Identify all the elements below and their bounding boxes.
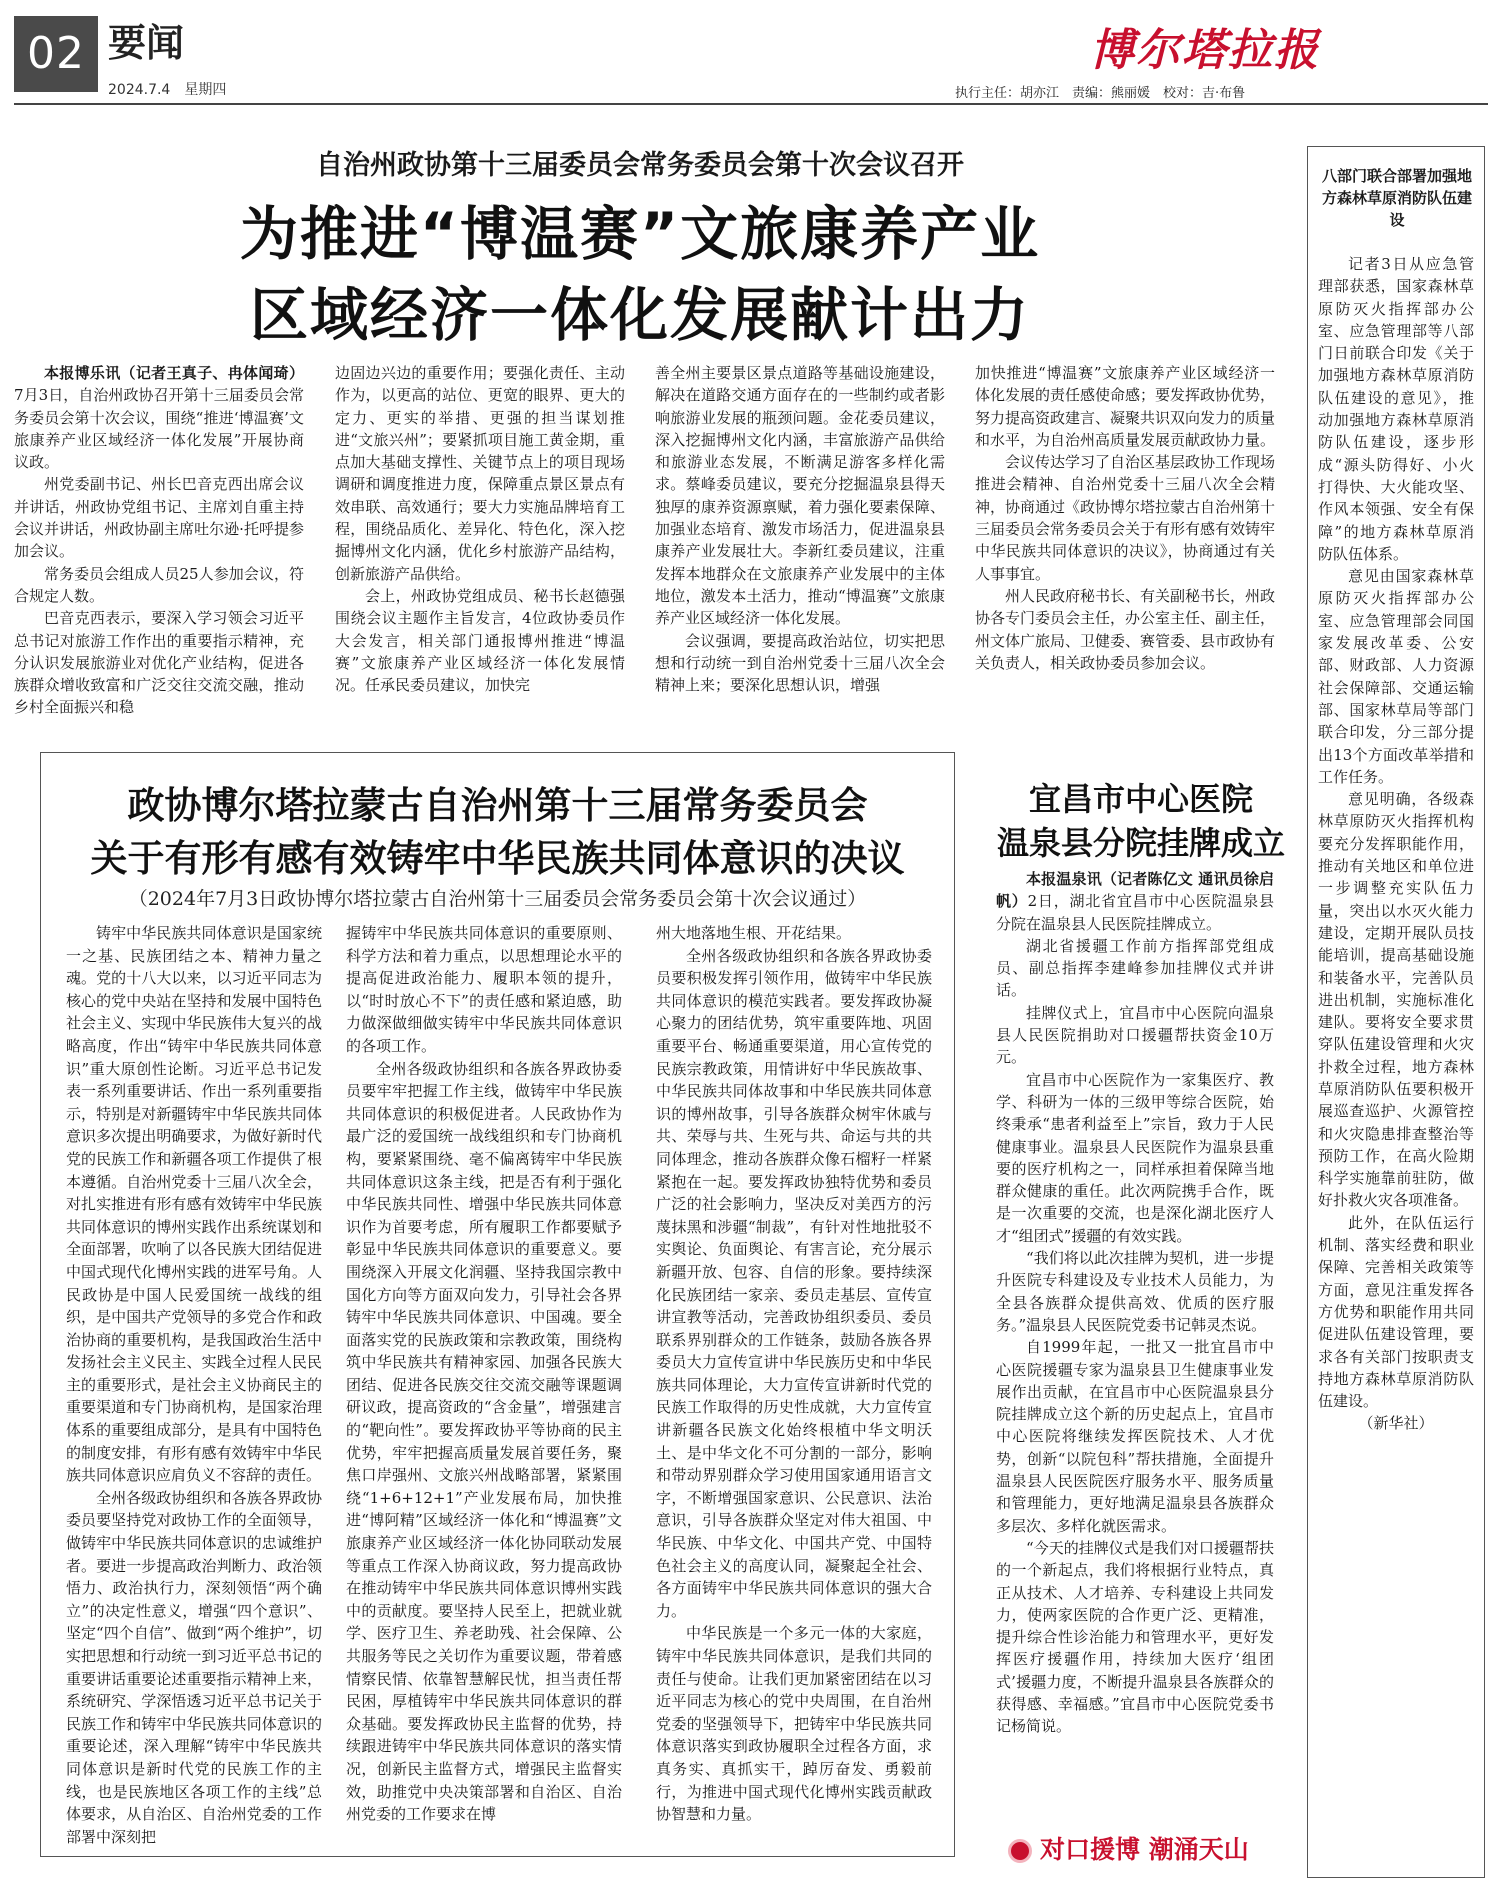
resolution-paragraph: 握铸牢中华民族共同体意识的重要原则、科学方法和着力重点，以思想理论水平的提高促进政治能力、履职本领的提升，以“时时放心不下”的责任感和紧迫感，助力做深做细做实铸牢中华民族共同体意识的各项工作。 (346, 924, 622, 1055)
resolution-title-line2: 关于有形有感有效铸牢中华民族共同体意识的决议 (90, 837, 905, 880)
resolution-column-3 (656, 922, 932, 1847)
lead-paragraph: 常务委员会组成人员25人参加会议，符合规定人数。 (14, 564, 304, 605)
hospital-title-line1: 宜昌市中心医院 (1028, 780, 1253, 818)
lead-column-1 (14, 362, 304, 740)
newspaper-logo: 博尔塔拉报 (1090, 25, 1320, 76)
lead-column-2 (335, 362, 625, 740)
page-number: 02 (14, 16, 98, 92)
lead-headline-line2: 区域经济一体化发展献计出力 (249, 281, 1030, 349)
hospital-paragraph: “今天的挂牌仪式是我们对口援疆帮扶的一个新起点，我们将根据行业特点，真正从技术、人才培养、专科建设上共同发力，使两家医院的合作更广泛、更精准，提升综合性诊治能力和管理水平，更好发挥医疗援疆作用，持续加大医疗‘组团式’援疆力度，不断提升温泉县各族群众的获得感、幸福感。”宜昌市中心医院党委书记杨简说。 (996, 1538, 1274, 1736)
lead-paragraph: 加快推进“博温赛”文旅康养产业区域经济一体化发展的责任感使命感；要发挥政协优势，努力提高资政建言、凝聚共识双向发力的质量和水平，为自治州高质量发展贡献政协力量。 (975, 364, 1275, 449)
resolution-column-2 (346, 922, 622, 1847)
lead-kicker: 自治州政协第十三届委员会常务委员会第十次会议召开 (316, 150, 964, 181)
lead-paragraph: 会议传达学习了自治区基层政协工作现场推进会精神、自治州党委十三届八次全会精神，协商通过《政协博尔塔拉蒙古自治州第十三届委员会常务委员会关于有形有感有效铸牢中华民族共同体意识的决议》，协商通过有关人事事宜。 (975, 453, 1275, 583)
lead-byline: 本报博乐讯（记者王真子、冉体闻琦） (44, 364, 304, 382)
lead-paragraph: 会议强调，要提高政治站位，切实把思想和行动统一到自治州党委十三届八次全会精神上来；要深化思想认识，增强 (655, 631, 945, 695)
sidebar-title: 八部门联合部署加强地方森林草原消防队伍建设 (1322, 167, 1473, 229)
red-circle-icon (1008, 1839, 1032, 1863)
lead-column-4 (975, 362, 1275, 740)
resolution-paragraph: 全州各级政协组织和各族各界政协委员要积极发挥引领作用，做铸牢中华民族共同体意识的模范实践者。要发挥政协凝心聚力的团结优势，筑牢重要阵地、巩固重要平台、畅通重要渠道，用心宣传党的民族宗教政策，用情讲好中华民族故事、中华民族共同体故事和中华民族共同体意识的博州故事，引导各族群众树牢休戚与共、荣辱与共、生死与共、命运与共的共同体理念，推动各族群众像石榴籽一样紧紧抱在一起。要发挥政协独特优势和委员广泛的社会影响力，坚决反对美西方的污蔑抹黑和涉疆“制裁”，有针对性地批驳不实舆论、负面舆论、有害言论，充分展示新疆开放、包容、自信的形象。要持续深化民族团结一家亲、委员走基层、宣传宣讲宣教等活动，完善政协组织委员、委员联系界别群众的工作链条，鼓励各族各界委员大力宣传宣讲中华民族历史和中华民族共同体理论，大力宣传宣讲新时代党的民族工作取得的历史性成就，大力宣传宣讲新疆各民族文化始终根植中华文明沃土、是中华文化不可分割的一部分，影响和带动界别群众学习使用国家通用语言文字，不断增强国家意识、公民意识、法治意识，引导各族群众坚定对伟大祖国、中华民族、中华文化、中国共产党、中国特色社会主义的高度认同，凝聚起全社会、各方面铸牢中华民族共同体意识的强大合力。 (656, 946, 932, 1620)
resolution-title-line1: 政协博尔塔拉蒙古自治州第十三届常务委员会 (127, 784, 868, 827)
lead-paragraph: 善全州主要景区景点道路等基础设施建设，解决在道路交通方面存在的一些制约或者影响旅游业发展的瓶颈问题。金花委员建议，深入挖掘博州文化内涵，丰富旅游产品供给和旅游业态发展，不断满足游客多样化需求。蔡峰委员建议，要充分挖掘温泉县得天独厚的康养资源禀赋，着力强化要素保障、加强业态培育、激发市场活力，促进温泉县康养产业发展壮大。李新红委员建议，注重发挥本地群众在文旅康养产业发展中的主体地位，激发本土活力，推动“博温赛”文旅康养产业区域经济一体化发展。 (655, 364, 945, 628)
lead-paragraph: 州党委副书记、州长巴音克西出席会议并讲话，州政协党组书记、主席刘自重主持会议并讲话，州政协副主席吐尔逊·托呼提参加会议。 (14, 475, 304, 561)
sidebar-paragraph: 意见明确，各级森林草原防灭火指挥机构要充分发挥职能作用，推动有关地区和单位进一步调整充实队伍力量，突出以水灭火能力建设，定期开展队员技能培训，提高基础设施和装备水平，完善队员进出机制，实施标准化建队。要将安全要求贯穿队伍建设管理和火灾扑救全过程，地方森林草原消防队伍要积极开展巡查巡护、火源管控和火灾隐患排查整治等预防工作，在高火险期科学实施靠前驻防，做好扑救火灾各项准备。 (1318, 790, 1474, 1210)
lead-paragraph: 州人民政府秘书长、有关副秘书长，州政协各专门委员会主任，办公室主任、副主任，州文体广旅局、卫健委、赛管委、县市政协有关负责人，相关政协委员参加会议。 (975, 586, 1275, 672)
hospital-paragraph: “我们将以此次挂牌为契机，进一步提升医院专科建设及专业技术人员能力，为全县各族群众提供高效、优质的医疗服务。”温泉县人民医院党委书记韩灵杰说。 (996, 1249, 1274, 1334)
issue-date: 2024.7.4 星期四 (108, 82, 227, 98)
resolution-paragraph: 全州各级政协组织和各族各界政协委员要坚持党对政协工作的全面领导，做铸牢中华民族共同体意识的忠诚维护者。要进一步提高政治判断力、政治领悟力、政治执行力，深刻领悟“两个确立”的决定性意义，增强“四个意识”、坚定“四个自信”、做到“两个维护”，切实把思想和行动统一到习近平总书记的重要讲话重要论述重要指示精神上来，系统研究、学深悟透习近平总书记关于民族工作和铸牢中华民族共同体意识的重要论述，深入理解“铸牢中华民族共同体意识是新时代党的民族工作的主线，也是民族地区各项工作的主线”总体要求，从自治区、自治州党委的工作部署中深刻把 (66, 1488, 322, 1846)
section-title: 要闻 (108, 21, 185, 65)
sidebar-column (1318, 253, 1474, 1871)
resolution-subtitle: （2024年7月3日政协博尔塔拉蒙古自治州第十三届委员会常务委员会第十次会议通过） (128, 888, 867, 910)
hospital-column (996, 868, 1274, 1824)
lead-paragraph: 巴音克西表示，要深入学习领会习近平总书记对旅游工作作出的重要指示精神，充分认识发展旅游业对优化产业结构，促进各族群众增收致富和广泛交往交流交融，推动乡村全面振兴和稳 (14, 609, 304, 717)
hospital-paragraph: 2日，湖北省宜昌市中心医院温泉县分院在温泉县人民医院挂牌成立。 (996, 892, 1274, 933)
sidebar-paragraph: 记者3日从应急管理部获悉，国家森林草原防灭火指挥部办公室、应急管理部等八部门日前联合印发《关于加强地方森林草原消防队伍建设的意见》，推动加强地方森林草原消防队伍建设，逐步形成“源头防得好、小火打得快、大火能攻坚、作风本领强、安全有保障”的地方森林草原消防队伍体系。 (1318, 255, 1474, 563)
lead-paragraph: 会上，州政协党组成员、秘书长赵德强围绕会议主题作主旨发言，4位政协委员作大会发言，相关部门通报博州推进“博温赛”文旅康养产业区域经济一体化发展情况。任承民委员建议，加快完 (335, 586, 625, 695)
editor-credits: 执行主任：胡亦江 责编：熊丽媛 校对：吉·布鲁 (955, 86, 1246, 101)
sidebar-source: （新华社） (1358, 1414, 1434, 1433)
hospital-title-line2: 温泉县分院挂牌成立 (996, 824, 1285, 862)
slogan-banner (1008, 1830, 1288, 1866)
resolution-paragraph: 中华民族是一个多元一体的大家庭，铸牢中华民族共同体意识，是我们共同的责任与使命。让我们更加紧密团结在以习近平同志为核心的党中央周围，在自治州党委的坚强领导下，把铸牢中华民族共同体意识落实到政协履职全过程各方面，求真务实、真抓实干，踔厉奋发、勇毅前行，为推进中国式现代化博州实践贡献政协智慧和力量。 (656, 1624, 932, 1824)
hospital-paragraph: 宜昌市中心医院作为一家集医疗、教学、科研为一体的三级甲等综合医院，始终秉承“患者利益至上”宗旨，致力于人民健康事业。温泉县人民医院作为温泉县重要的医疗机构之一，同样承担着保障当地群众健康的重任。此次两院携手合作，既是一次重要的交流，也是深化湖北医疗人才“组团式”援疆的有效实践。 (996, 1070, 1274, 1245)
resolution-paragraph: 全州各级政协组织和各族各界政协委员要牢牢把握工作主线，做铸牢中华民族共同体意识的积极促进者。人民政协作为最广泛的爱国统一战线组织和专门协商机构，要紧紧围绕、毫不偏离铸牢中华民族共同体意识这条主线，把是否有利于强化中华民族共同性、增强中华民族共同体意识作为首要考虑，所有履职工作都要赋予彰显中华民族共同体意识的重要意义。要围绕深入开展文化润疆、坚持我国宗教中国化方向等方面双向发力，引导社会各界铸牢中华民族共同体意识、中国魂。要全面落实党的民族政策和宗教政策，围绕构筑中华民族共有精神家园、加强各民族大团结、促进各民族交往交流交融等课题调研议政，提高资政的“含金量”，增强建言的“靶向性”。要发挥政协平等协商的民主优势，牢牢把握高质量发展首要任务，聚焦口岸强州、文旅兴州战略部署，紧紧围绕“1+6+12+1”产业发展布局，加快推进“博阿精”区域经济一体化和“博温赛”文旅康养产业区域经济一体化协同联动发展等重点工作深入协商议政，努力提高政协在推动铸牢中华民族共同体意识博州实践中的贡献度。要坚持人民至上，把就业就学、医疗卫生、养老助残、社会保障、公共服务等民之关切作为重要议题，带着感情察民情、依靠智慧解民忧，担当责任帮民困，厚植铸牢中华民族共同体意识的群众基础。要发挥政协民主监督的优势，持续跟进铸牢中华民族共同体意识的落实情况，创新民主监督方式，增强民主监督实效，助推党中央决策部署和自治区、自治州党委的工作要求在博 (346, 1059, 622, 1824)
lead-paragraph: 边固边兴边的重要作用；要强化责任、主动作为，以更高的站位、更宽的眼界、更大的定力、更实的举措、更强的担当谋划推进“文旅兴州”；要紧抓项目施工黄金期，重点加大基础支撑性、关键节点上的项目现场调研和调度推进力度，保障重点景区景点有效串联、高效通行；要大力实施品牌培育工程，围绕品质化、差异化、特色化，深入挖掘博州文化内涵，优化乡村旅游产品结构，创新旅游产品供给。 (335, 364, 625, 583)
resolution-column-1 (66, 922, 322, 1847)
resolution-paragraph: 州大地落地生根、开花结果。 (656, 924, 852, 942)
sidebar-paragraph: 此外，在队伍运行机制、落实经费和职业保障、完善相关政策等方面，意见注重发挥各方优势和职能作用共同促进队伍建设管理，要求各有关部门按职责支持地方森林草原消防队伍建设。 (1318, 1213, 1474, 1411)
hospital-byline: 本报温泉讯（记者陈亿文 通讯员徐启帆） (996, 870, 1274, 911)
lead-paragraph: 7月3日，自治州政协召开第十三届委员会常务委员会第十次会议，围绕“推进‘博温赛’文旅康养产业区域经济一体化发展”开展协商议政。 (14, 386, 304, 472)
header-divider (14, 103, 1488, 105)
hospital-paragraph: 自1999年起，一批又一批宜昌市中心医院援疆专家为温泉县卫生健康事业发展作出贡献，在宜昌市中心医院温泉县分院挂牌成立这个新的历史起点上，宜昌市中心医院将继续发挥医院技术、人才优势，创新“以院包科”帮扶措施，全面提升温泉县人民医院医疗服务水平、服务质量和管理能力，更好地满足温泉县各族群众多层次、多样化就医需求。 (996, 1338, 1274, 1535)
hospital-paragraph: 挂牌仪式上，宜昌市中心医院向温泉县人民医院捐助对口援疆帮扶资金10万元。 (996, 1003, 1274, 1067)
hospital-paragraph: 湖北省援疆工作前方指挥部党组成员、副总指挥李建峰参加挂牌仪式并讲话。 (996, 936, 1274, 1000)
lead-column-3 (655, 362, 945, 740)
resolution-paragraph: 铸牢中华民族共同体意识是国家统一之基、民族团结之本、精神力量之魂。党的十八大以来，以习近平同志为核心的党中央站在坚持和发展中国特色社会主义、实现中华民族伟大复兴的战略高度，作出“铸牢中华民族共同体意识”重大原创性论断。习近平总书记发表一系列重要讲话、作出一系列重要指示，特别是对新疆铸牢中华民族共同体意识多次提出明确要求，为做好新时代党的民族工作和新疆各项工作提供了根本遵循。自治州党委十三届八次全会，对扎实推进有形有感有效铸牢中华民族共同体意识的博州实践作出系统谋划和全面部署，吹响了以各民族大团结促进中国式现代化博州实践的进军号角。人民政协是中国人民爱国统一战线的组织，是中国共产党领导的多党合作和政治协商的重要机构，是我国政治生活中发扬社会主义民主、实践全过程人民民主的重要形式，是社会主义协商民主的重要渠道和专门协商机构，是国家治理体系的重要组成部分，是具有中国特色的制度安排，有形有感有效铸牢中华民族共同体意识应肩负义不容辞的责任。 (66, 924, 322, 1485)
slogan-text: 对口援博 潮涌天山 (1040, 1835, 1249, 1864)
lead-headline-line1: 为推进“博温赛”文旅康养产业 (239, 200, 1041, 268)
sidebar-paragraph: 意见由国家森林草原防灭火指挥部办公室、应急管理部会同国家发展改革委、公安部、财政部、人力资源社会保障部、交通运输部、国家林草局等部门联合印发，分三部分提出13个方面改革举措和工作任务。 (1318, 567, 1474, 786)
